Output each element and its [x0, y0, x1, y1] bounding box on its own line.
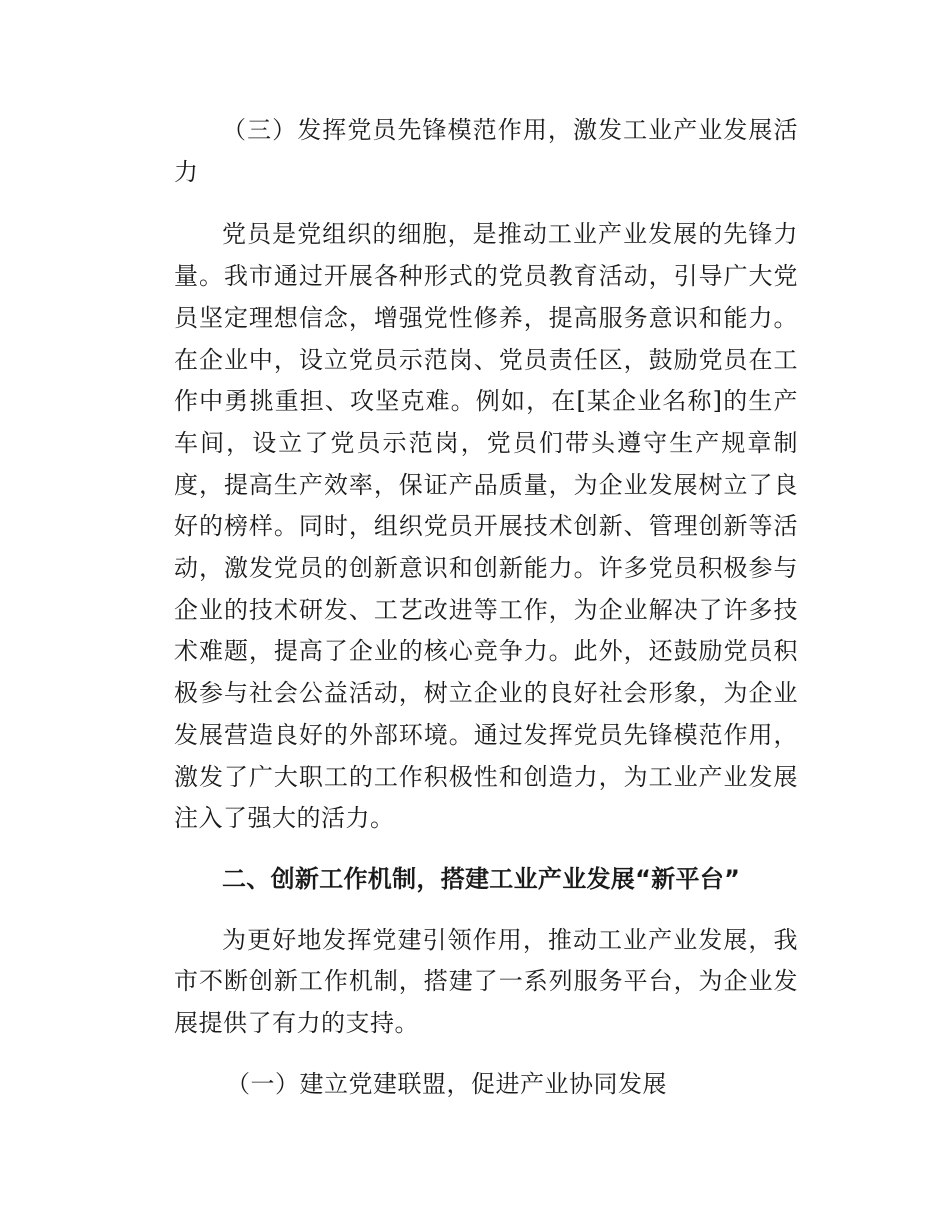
- section-3-heading: （三）发挥党员先锋模范作用，激发工业产业发展活力: [174, 116, 798, 186]
- chapter-2-heading: 二、创新工作机制，搭建工业产业发展“新平台”: [222, 864, 741, 893]
- subsection-1-heading: （一）建立党建联盟，促进产业协同发展: [226, 1069, 667, 1098]
- section-3-body-paragraph: 党员是党组织的细胞，是推动工业产业发展的先锋力量。我市通过开展各种形式的党员教育活动，引导广大党员坚定理想信念，增强党性修养，提高服务意识和能力。在企业中，设立党员示范岗、党员责任区，鼓励党员在工作中勇挑重担、攻坚克难。例如，在[某企业名称]的生产车间，设立了党员示范岗，党员们带头遵守生产规章制度，提高生产效率，保证产品质量，为企业发展树立了良好的榜样。同时，组织党员开展技术创新、管理创新等活动，激发党员的创新意识和创新能力。许多党员积极参与企业的技术研发、工艺改进等工作，为企业解决了许多技术难题，提高了企业的核心竞争力。此外，还鼓励党员积极参与社会公益活动，树立企业的良好社会形象，为企业发展营造良好的外部环境。通过发挥党员先锋模范作用，激发了广大职工的工作积极性和创造力，为工业产业发展注入了强大的活力。: [174, 220, 798, 833]
- document-body: [174, 110, 798, 1105]
- chapter-2-intro-paragraph: 为更好地发挥党建引领作用，推动工业产业发展，我市不断创新工作机制，搭建了一系列服务平台，为企业发展提供了有力的支持。: [174, 925, 798, 1038]
